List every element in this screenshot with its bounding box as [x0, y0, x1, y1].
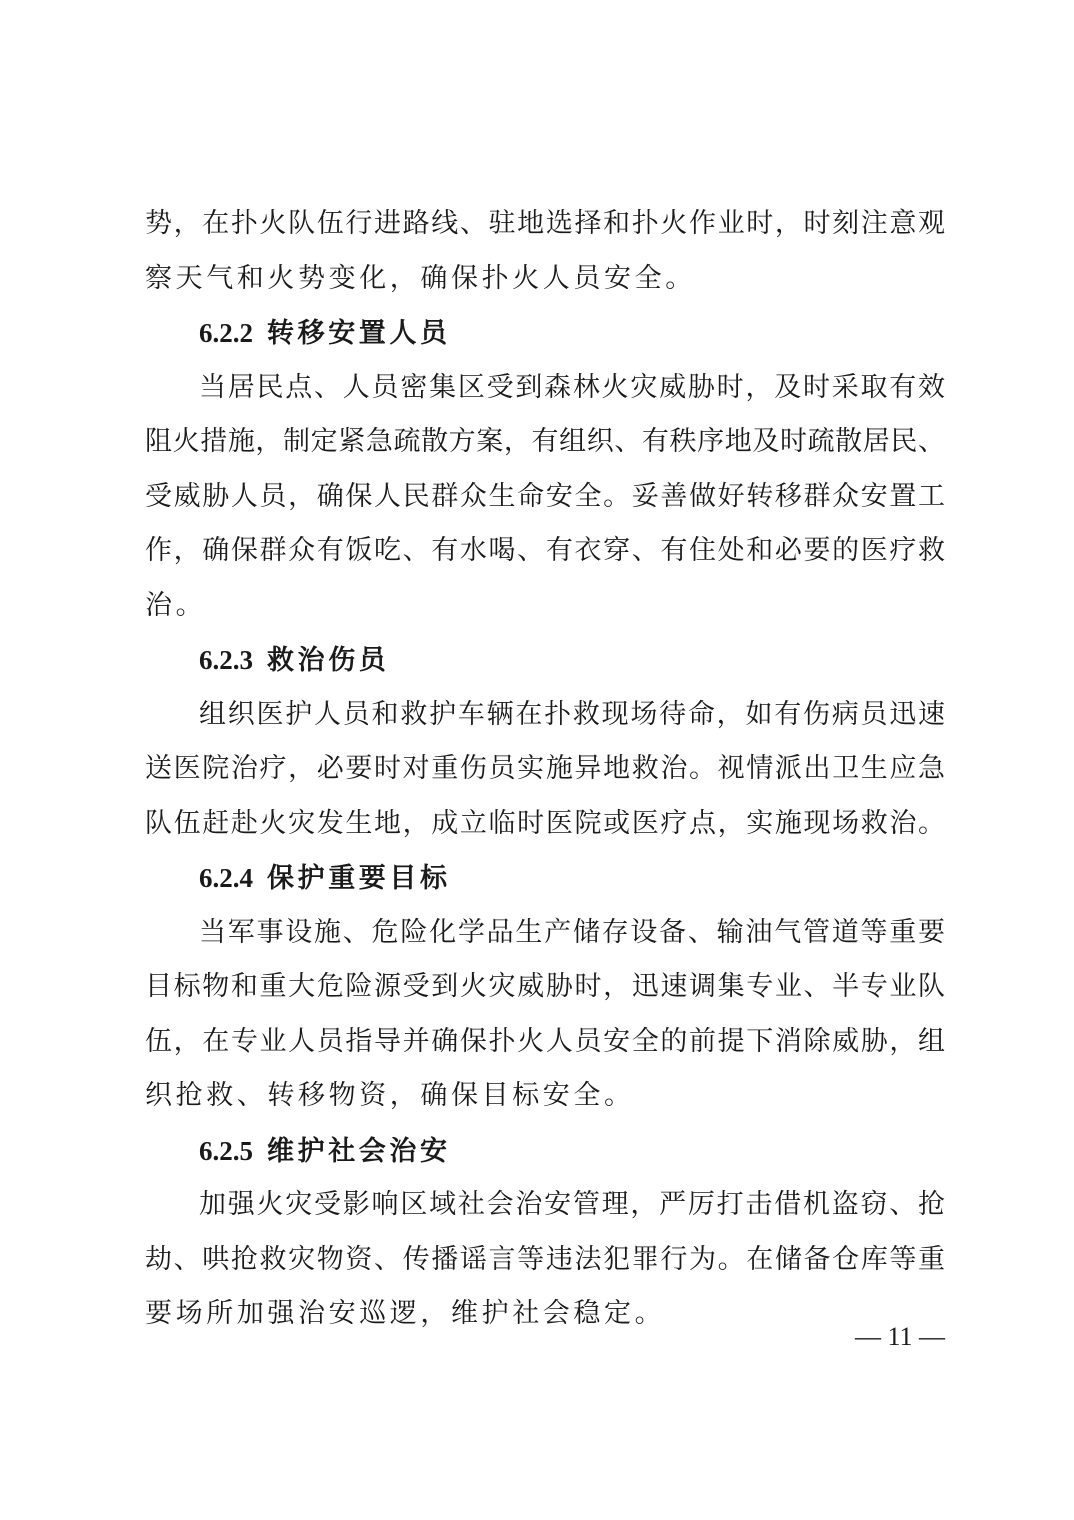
paragraph-line: 队伍赶赴火灾发生地，成立临时医院或医疗点，实施现场救治。 — [145, 807, 945, 839]
paragraph-line: 要场所加强治安巡逻，维护社会稳定。 — [145, 1298, 666, 1329]
paragraph-line: 势，在扑火队伍行进路线、驻地选择和扑火作业时，时刻注意观 — [145, 208, 945, 239]
section-title: 救治伤员 — [267, 645, 390, 676]
paragraph-line: 目标物和重大危险源受到火灾威胁时，迅速调集专业、半专业队 — [145, 971, 945, 1002]
paragraph-line: 治。 — [145, 589, 207, 621]
document-body — [145, 197, 945, 1342]
paragraph-line: 察天气和火势变化，确保扑火人员安全。 — [145, 262, 696, 294]
paragraph-line: 送医院治疗，必要时对重伤员实施异地救治。视情派出卫生应急 — [145, 753, 945, 784]
section-heading-6-2-3 — [145, 633, 945, 688]
paragraph-line: 受威胁人员，确保人民群众生命安全。妥善做好转移群众安置工 — [145, 480, 945, 512]
section-heading-6-2-4 — [145, 851, 945, 906]
paragraph-line: 当居民点、人员密集区受到森林火灾威胁时，及时采取有效 — [199, 371, 945, 403]
section-heading-6-2-2 — [145, 306, 945, 361]
paragraph-line: 伍，在专业人员指导并确保扑火人员安全的前提下消除威胁，组 — [145, 1025, 945, 1057]
paragraph-line: 织抢救、转移物资，确保目标安全。 — [145, 1080, 635, 1111]
paragraph-line: 加强火灾受影响区域社会治安管理，严厉打击借机盗窃、抢 — [199, 1189, 945, 1220]
section-title: 维护社会治安 — [267, 1135, 451, 1167]
paragraph-line: 当军事设施、危险化学品生产储存设备、输油气管道等重要 — [199, 916, 945, 948]
paragraph-line: 组织医护人员和救护车辆在扑救现场待命，如有伤病员迅速 — [199, 698, 945, 730]
section-number: 6.2.2 — [199, 318, 253, 348]
section-number: 6.2.3 — [199, 645, 253, 675]
page-number: — 11 — — [854, 1322, 945, 1351]
paragraph-line: 阻火措施，制定紧急疏散方案，有组织、有秩序地及时疏散居民、 — [145, 426, 945, 457]
section-heading-6-2-5 — [145, 1124, 945, 1179]
paragraph-line: 作，确保群众有饭吃、有水喝、有衣穿、有住处和必要的医疗救 — [145, 535, 945, 566]
paragraph-line: 劫、哄抢救灾物资、传播谣言等违法犯罪行为。在储备仓库等重 — [145, 1243, 945, 1275]
section-number: 6.2.4 — [199, 863, 253, 893]
section-title: 保护重要目标 — [267, 863, 451, 894]
section-title: 转移安置人员 — [267, 318, 451, 349]
section-number: 6.2.5 — [199, 1135, 253, 1166]
